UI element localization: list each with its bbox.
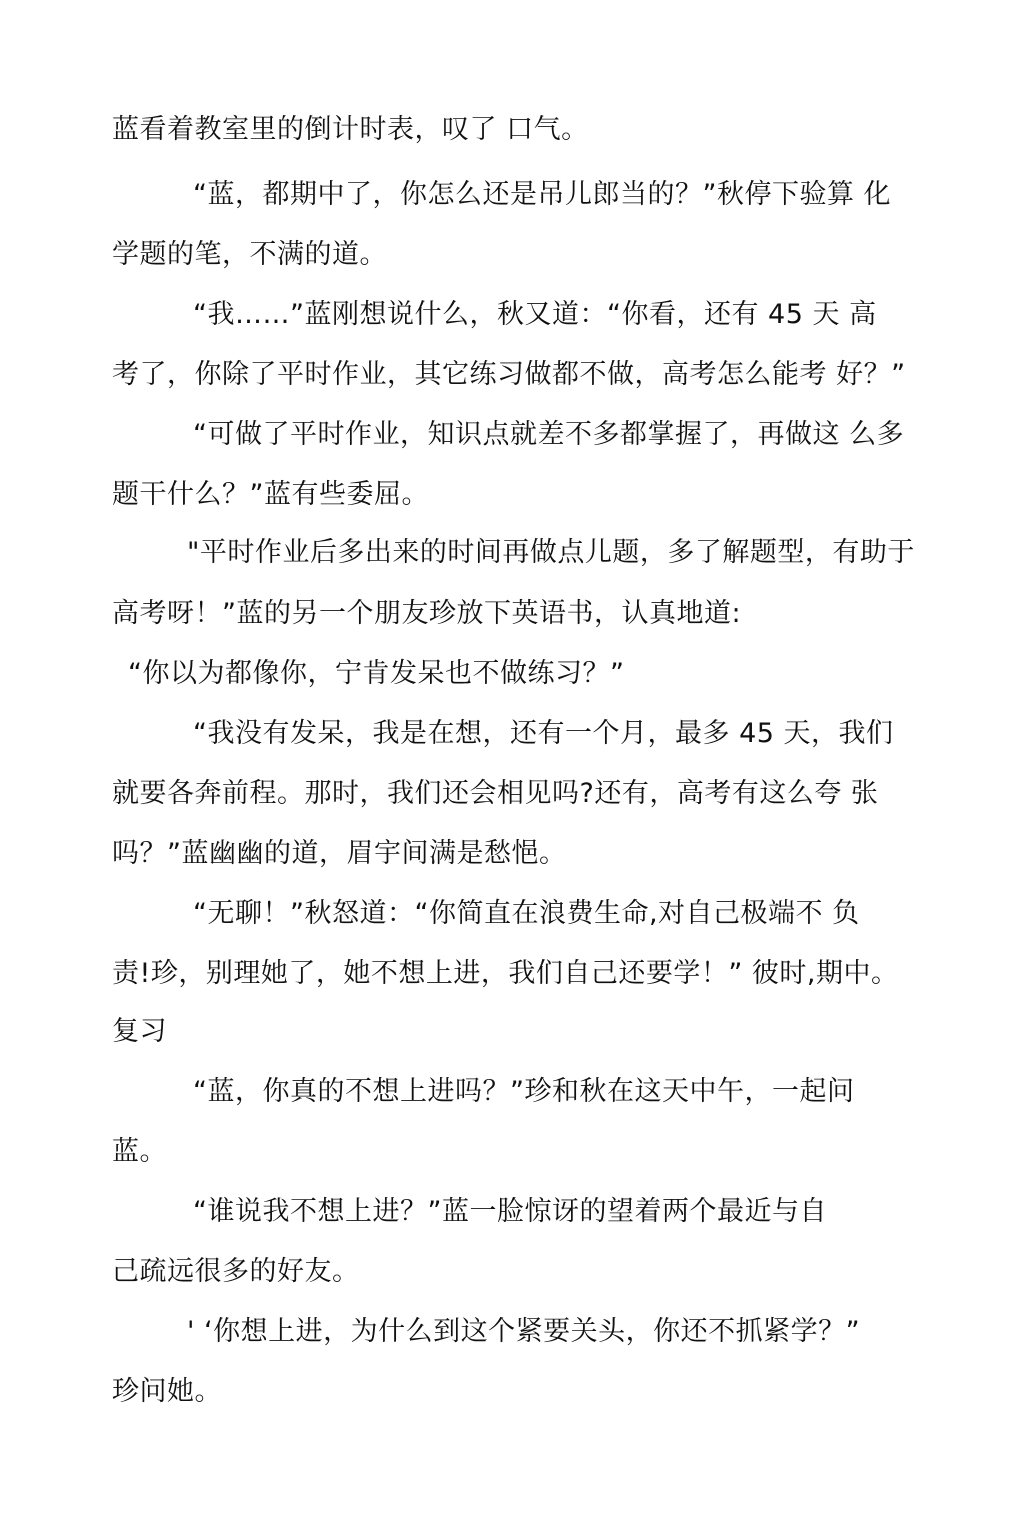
- text-line: "平时作业后多出来的时间再做点儿题，多了解题型，有助于: [187, 537, 915, 568]
- text-line: 高考呀！”蓝的另一个朋友珍放下英语书，认真地道:: [112, 598, 742, 629]
- text-line: “可做了平时作业，知识点就差不多都掌握了，再做这 么多: [193, 419, 905, 450]
- text-line: 吗？”蓝幽幽的道，眉宇间满是愁悒。: [112, 838, 567, 869]
- text-line: ' ‘你想上进，为什么到这个紧要关头，你还不抓紧学？”: [187, 1316, 861, 1347]
- text-line: “我没有发呆，我是在想，还有一个月，最多 45 天，我们: [193, 718, 894, 749]
- text-line: 就要各奔前程。那时，我们还会相见吗?还有，高考有这么夸 张: [112, 778, 879, 809]
- text-line: 蓝。: [112, 1136, 167, 1167]
- text-line: 蓝看着教室里的倒计时表，叹了 口气。: [112, 114, 589, 145]
- text-line: “谁说我不想上进？”蓝一脸惊讶的望着两个最近与自: [193, 1196, 827, 1227]
- text-line: 责!珍，别理她了，她不想上进，我们自己还要学！” 彼时,期中。: [112, 958, 899, 989]
- text-line: “你以为都像你，宁肯发呆也不做练习？”: [128, 658, 625, 689]
- text-line: 题干什么？”蓝有些委屈。: [112, 479, 429, 510]
- text-line: 考了，你除了平时作业，其它练习做都不做，高考怎么能考 好？”: [112, 359, 906, 390]
- text-line: 珍问她。: [112, 1376, 222, 1407]
- text-line: 己疏远很多的好友。: [112, 1256, 360, 1287]
- text-line: 学题的笔，不满的道。: [112, 239, 387, 270]
- text-line: “无聊！”秋怒道：“你简直在浪费生命,对自己极端不 负: [193, 898, 860, 929]
- text-line: “我……”蓝刚想说什么，秋又道：“你看，还有 45 天 高: [193, 299, 877, 330]
- text-line: “蓝，你真的不想上进吗？”珍和秋在这天中午，一起问: [193, 1076, 855, 1107]
- text-line: 复习: [112, 1016, 167, 1047]
- text-line: “蓝，都期中了，你怎么还是吊儿郎当的？”秋停下验算 化: [193, 179, 892, 210]
